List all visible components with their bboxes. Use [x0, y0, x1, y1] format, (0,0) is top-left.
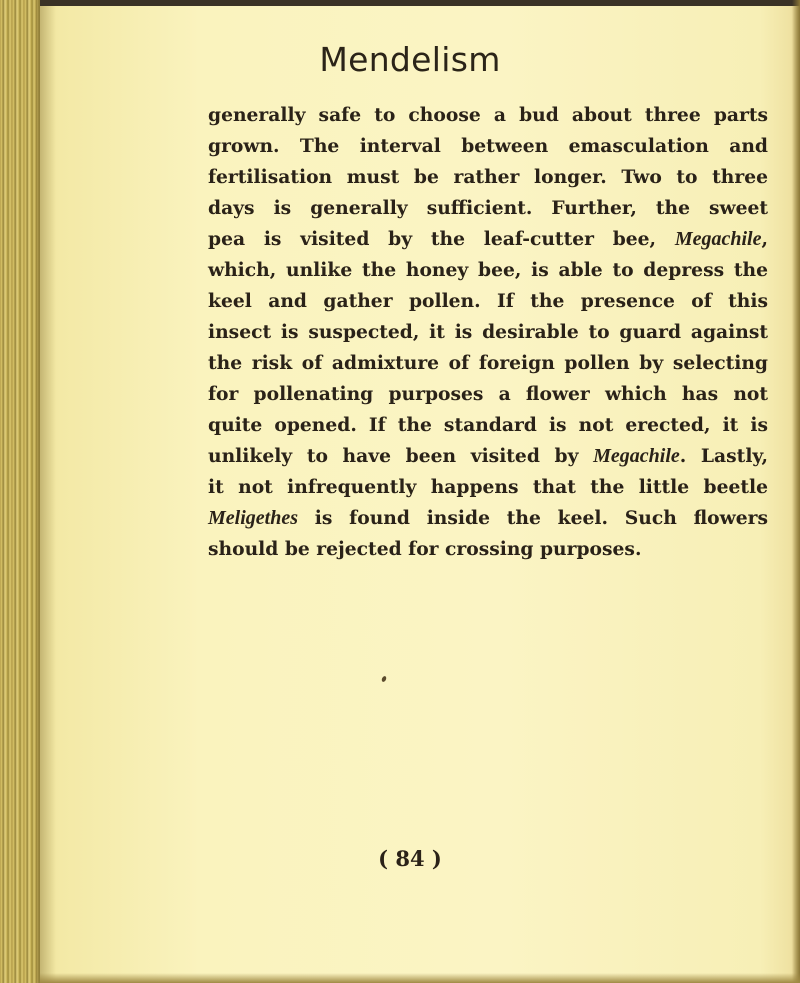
- text-line: insect is suspected, it is desirable to guard against: [208, 321, 768, 343]
- text-line: generally safe to choose a bud about three parts: [208, 104, 768, 126]
- book-spine: [0, 0, 40, 983]
- ink-speck: [381, 675, 387, 682]
- text-line: should be rejected for crossing purposes.: [208, 538, 642, 560]
- top-edge: [40, 0, 800, 6]
- gutter-shadow: [36, 0, 56, 983]
- page-number: ( 84 ): [378, 846, 442, 871]
- text-line: keel and gather pollen. If the presence of this: [208, 290, 768, 312]
- text-line: for pollenating purposes a flower which has not: [208, 383, 768, 405]
- text-line: the risk of admixture of foreign pollen by selecting: [208, 352, 768, 374]
- text-line: quite opened. If the standard is not erected, it is: [208, 414, 768, 436]
- text-line: it not infrequently happens that the little beetle: [208, 476, 768, 498]
- text-line: which, unlike the honey bee, is able to depress the: [208, 259, 768, 281]
- text-line: days is generally sufficient. Further, the sweet: [208, 197, 768, 219]
- text-line: unlikely to have been visited by Megachile. Lastly,: [208, 445, 768, 467]
- body-paragraph: [208, 100, 768, 565]
- text-line: fertilisation must be rather longer. Two to three: [208, 166, 768, 188]
- text-line: pea is visited by the leaf-cutter bee, Megachile,: [208, 228, 768, 250]
- text-line: Meligethes is found inside the keel. Such flowers: [208, 507, 768, 529]
- right-page-edge: [792, 0, 800, 983]
- running-head: Mendelism: [319, 40, 501, 79]
- bottom-page-edge: [40, 973, 800, 983]
- text-line: grown. The interval between emasculation and: [208, 135, 768, 157]
